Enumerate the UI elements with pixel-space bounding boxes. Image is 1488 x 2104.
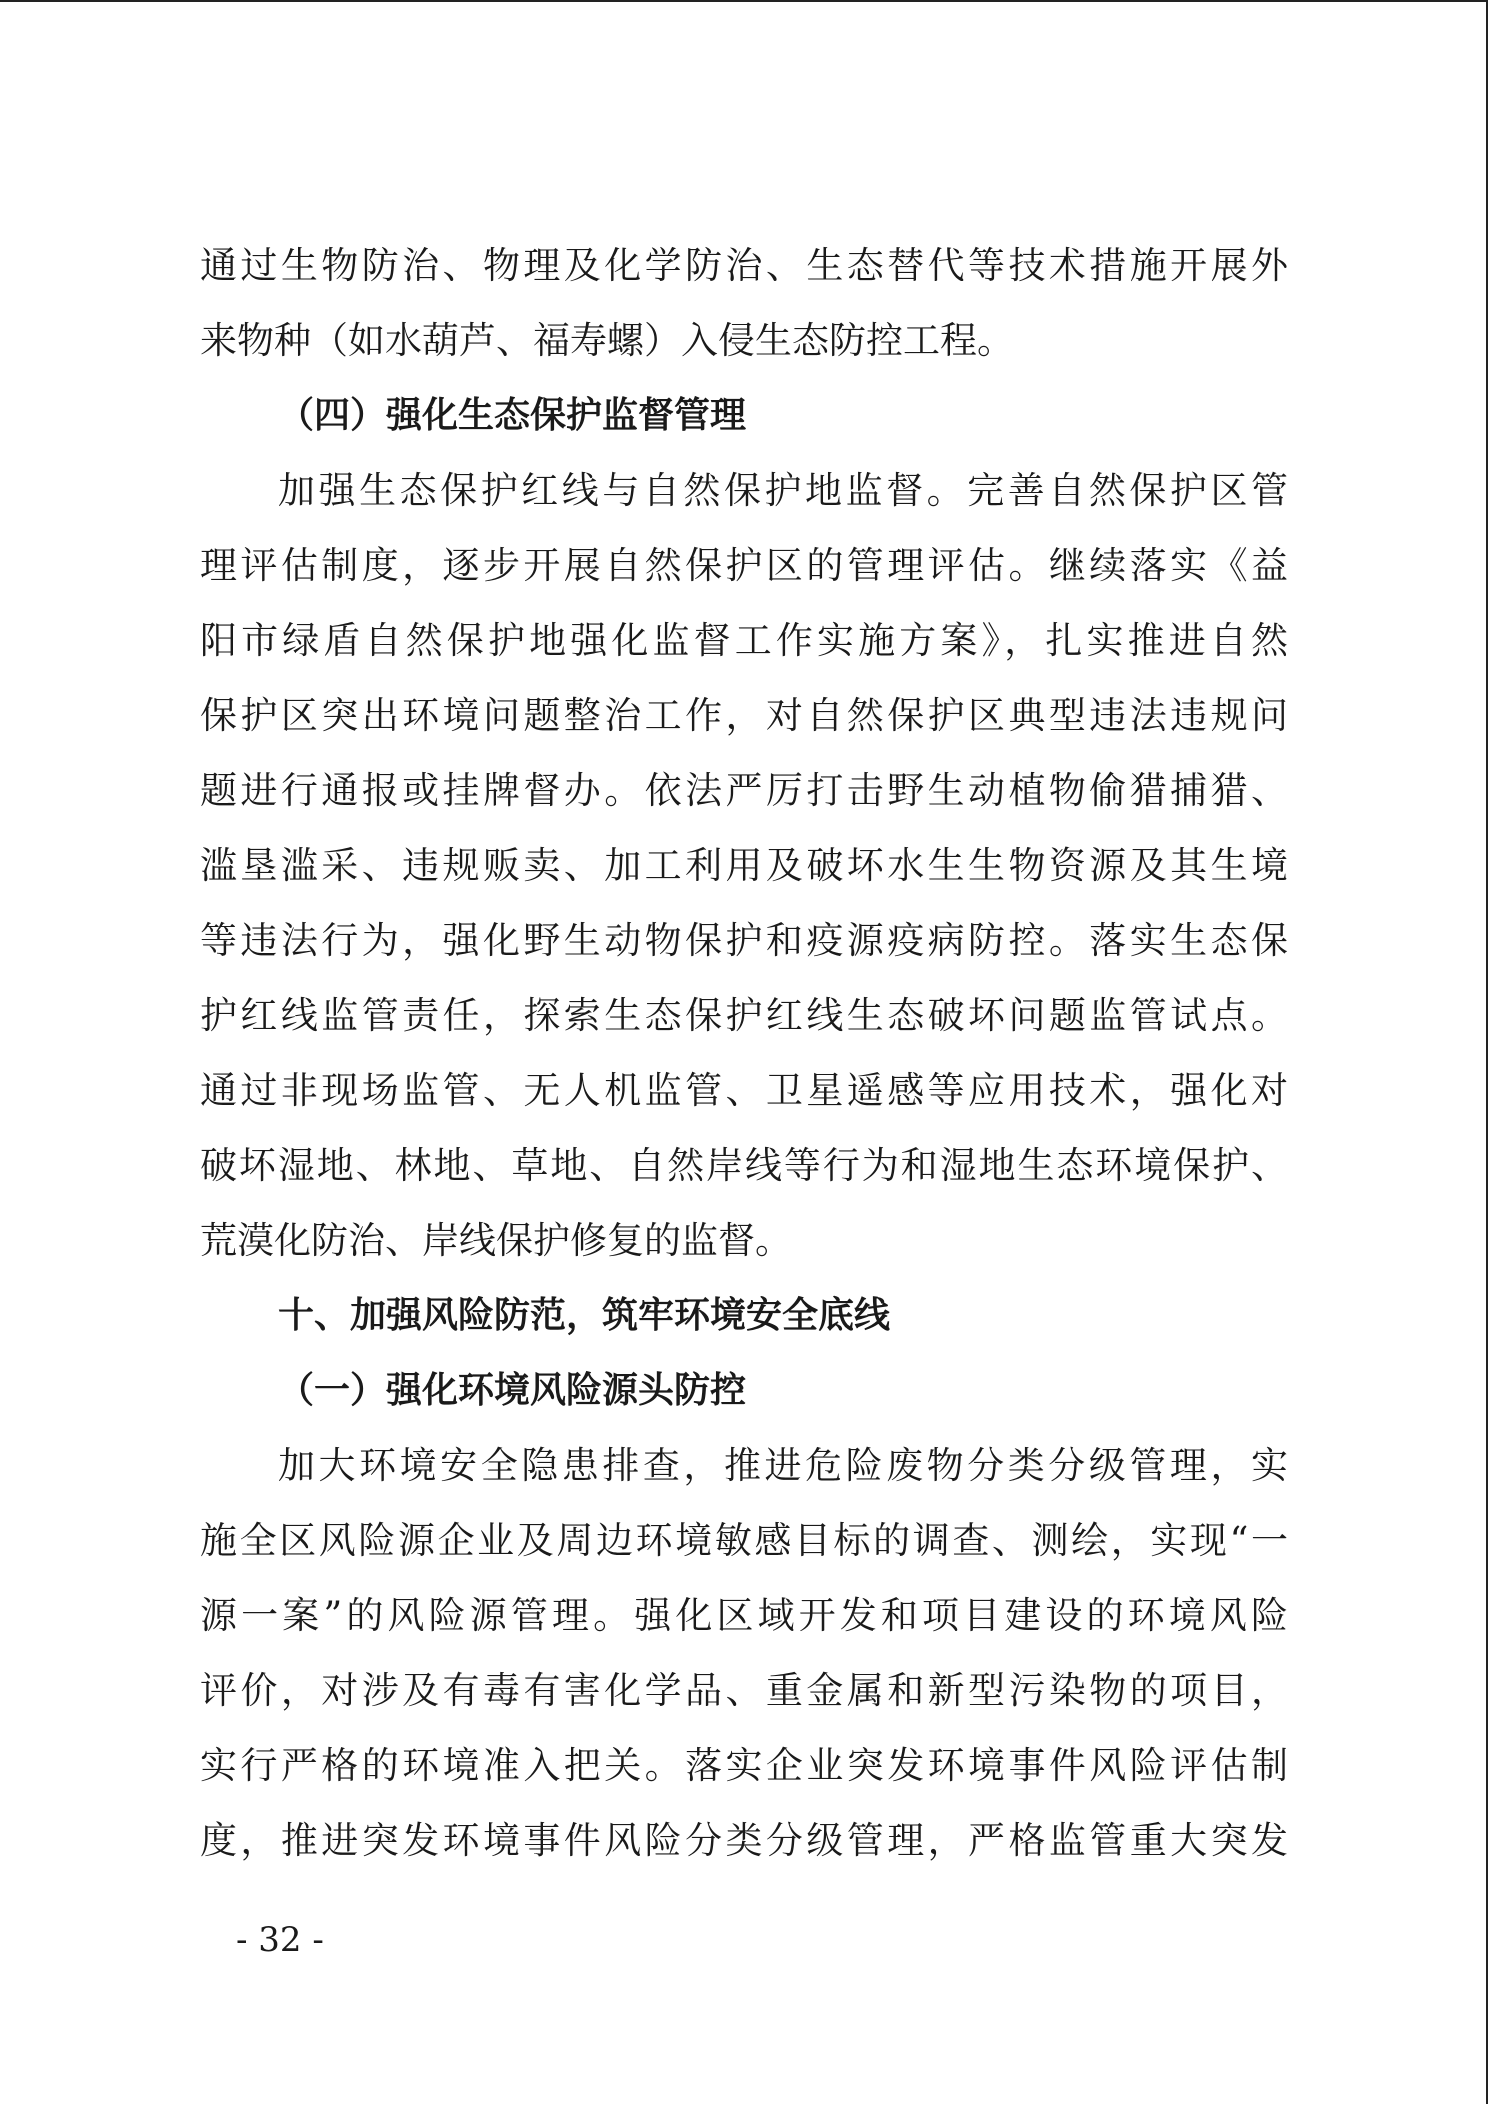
page-number: - 32 - bbox=[236, 1920, 324, 1960]
paragraph-line: 阳市绿盾自然保护地强化监督工作实施方案》，扎实推进自然 bbox=[200, 619, 1288, 662]
paragraph-line: 题进行通报或挂牌督办。依法严厉打击野生动植物偷猎捕猎、 bbox=[200, 769, 1288, 812]
paragraph-line: 通过生物防治、物理及化学防治、生态替代等技术措施开展外 bbox=[200, 244, 1288, 287]
paragraph-line: 破坏湿地、林地、草地、自然岸线等行为和湿地生态环境保护、 bbox=[200, 1144, 1288, 1187]
paragraph-line: 加大环境安全隐患排查，推进危险废物分类分级管理，实 bbox=[278, 1444, 1288, 1487]
paragraph-line: 源一案”的风险源管理。强化区域开发和项目建设的环境风险 bbox=[200, 1594, 1288, 1637]
paragraph-line: 来物种（如水葫芦、福寿螺）入侵生态防控工程。 bbox=[200, 319, 1014, 362]
paragraph-line: 等违法行为，强化野生动物保护和疫源疫病防控。落实生态保 bbox=[200, 919, 1288, 962]
paragraph-line: 施全区风险源企业及周边环境敏感目标的调查、测绘，实现“一 bbox=[200, 1519, 1288, 1562]
paragraph-line: 实行严格的环境准入把关。落实企业突发环境事件风险评估制 bbox=[200, 1744, 1288, 1787]
paragraph-line: 保护区突出环境问题整治工作，对自然保护区典型违法违规问 bbox=[200, 694, 1288, 737]
paragraph-line: 护红线监管责任，探索生态保护红线生态破坏问题监管试点。 bbox=[200, 994, 1288, 1037]
paragraph-line: 滥垦滥采、违规贩卖、加工利用及破坏水生生物资源及其生境 bbox=[200, 844, 1288, 887]
chapter-heading: 十、加强风险防范，筑牢环境安全底线 bbox=[278, 1295, 891, 1336]
paragraph-line: 荒漠化防治、岸线保护修复的监督。 bbox=[200, 1219, 792, 1262]
paragraph-line: 通过非现场监管、无人机监管、卫星遥感等应用技术，强化对 bbox=[200, 1069, 1288, 1112]
document-body bbox=[200, 228, 1288, 1878]
section-heading: （四）强化生态保护监督管理 bbox=[278, 395, 747, 436]
paragraph-line: 度，推进突发环境事件风险分类分级管理，严格监管重大突发 bbox=[200, 1819, 1288, 1862]
page-border-top bbox=[0, 0, 1488, 2]
paragraph-line: 理评估制度，逐步开展自然保护区的管理评估。继续落实《益 bbox=[200, 544, 1288, 587]
paragraph-line: 加强生态保护红线与自然保护地监督。完善自然保护区管 bbox=[278, 469, 1288, 512]
section-heading: （一）强化环境风险源头防控 bbox=[278, 1370, 747, 1411]
paragraph-line: 评价，对涉及有毒有害化学品、重金属和新型污染物的项目， bbox=[200, 1669, 1288, 1712]
